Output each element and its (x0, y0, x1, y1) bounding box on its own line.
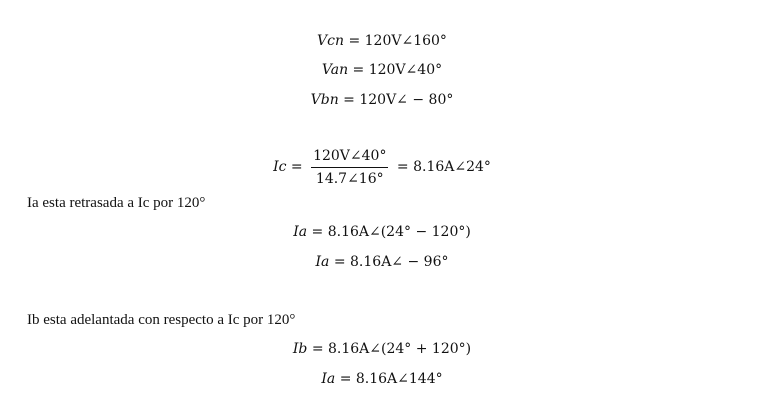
variable-ia: Ia (321, 371, 336, 387)
variable-vcn: Vcn (317, 33, 345, 49)
variable-vbn: Vbn (310, 92, 339, 108)
equation-vcn (0, 32, 764, 50)
ic-result: = 8.16A∠24° (392, 159, 491, 175)
value-vbn: = 120V∠ − 80° (338, 92, 454, 108)
value-ib-2: = 8.16A∠144° (335, 371, 443, 387)
fraction (311, 147, 388, 188)
statement-ib: Ib esta adelantada con respecto a Ic por 120° (27, 312, 296, 328)
value-ib-1: = 8.16A∠(24° + 120°) (307, 341, 472, 357)
equation-ia-1 (0, 223, 764, 241)
value-ia-1: = 8.16A∠(24° − 120°) (307, 224, 471, 240)
statement-ia: Ia esta retrasada a Ic por 120° (27, 195, 206, 211)
equation-vbn (0, 91, 764, 109)
variable-ic: Ic (273, 159, 287, 175)
value-vcn: = 120V∠160° (344, 33, 447, 49)
equals-sign: = (286, 159, 308, 175)
variable-ib: Ib (292, 341, 308, 357)
equation-ib-1 (0, 340, 764, 358)
variable-van: Van (321, 62, 349, 78)
equation-ib-2 (0, 370, 764, 388)
equation-ic (0, 146, 764, 188)
value-ia-2: = 8.16A∠ − 96° (329, 254, 449, 270)
equation-ia-2 (0, 253, 764, 271)
fraction-numerator: 120V∠40° (311, 147, 388, 168)
value-van: = 120V∠40° (348, 62, 443, 78)
variable-ia: Ia (293, 224, 308, 240)
fraction-denominator: 14.7∠16° (315, 170, 384, 187)
variable-ia: Ia (315, 254, 330, 270)
equation-van (0, 61, 764, 79)
